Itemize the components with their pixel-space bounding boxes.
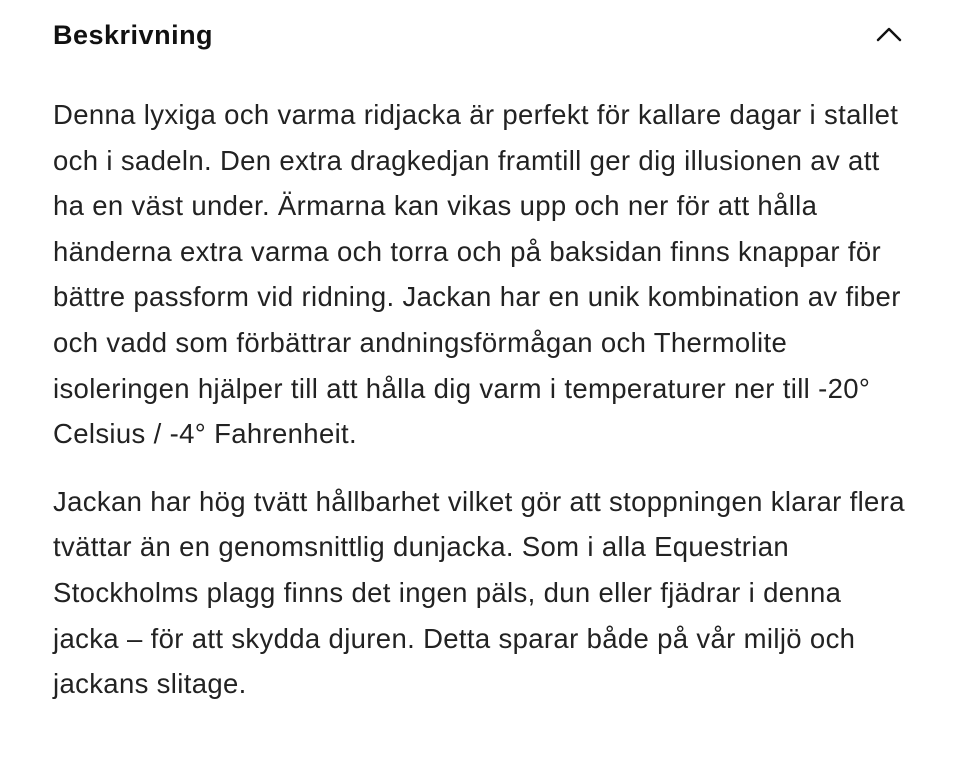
description-paragraph-1: Denna lyxiga och varma ridjacka är perfekt för kallare dagar i stallet och i sadeln. Den extra dragkedjan framtill ger dig illusionen av att ha en väst under. Ärmarna kan vikas upp och ner för att hålla händerna extra varma och torra och på baksidan finns knappar för bättre passform vid ridning. Jackan har en unik kombination av fiber och vadd som förbättrar andningsförmågan och Thermolite isoleringen hjälper till att hålla dig varm i temperaturer ner till -20° Celsius / -4° Fahrenheit. [53,99,901,450]
accordion-title: Beskrivning [53,20,214,50]
accordion-content [53,92,908,707]
accordion-header[interactable] [0,0,960,72]
chevron-up-icon[interactable] [875,23,903,43]
description-paragraph-2: Jackan har hög tvätt hållbarhet vilket gör att stoppningen klarar flera tvättar än en genomsnittlig dunjacka. Som i alla Equestrian Stockholms plagg finns det ingen päls, dun eller fjädrar i denna jacka – för att skydda djuren. Detta sparar både på vår miljö och jackans slitage. [53,485,905,700]
